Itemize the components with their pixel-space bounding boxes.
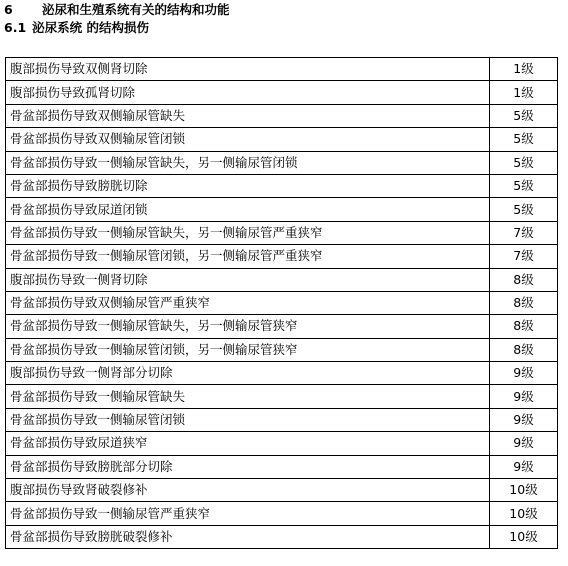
disability-grade-cell: 9级 — [490, 385, 558, 408]
table-row — [6, 315, 558, 338]
disability-grade-cell: 5级 — [490, 174, 558, 197]
injury-description-cell: 骨盆部损伤导致膀胱部分切除 — [6, 455, 490, 478]
section-heading — [4, 2, 230, 17]
injury-description-cell: 骨盆部损伤导致双侧输尿管缺失 — [6, 104, 490, 127]
injury-description-cell: 腹部损伤导致一侧肾部分切除 — [6, 362, 490, 385]
disability-grade-cell: 9级 — [490, 455, 558, 478]
disability-grade-cell: 7级 — [490, 245, 558, 268]
table-row — [6, 455, 558, 478]
subsection-title: 泌尿系统 的结构损伤 — [32, 20, 150, 35]
disability-grade-cell: 5级 — [490, 151, 558, 174]
disability-grade-cell: 10级 — [490, 502, 558, 525]
subsection-heading — [4, 20, 149, 35]
injury-description-cell: 骨盆部损伤导致一侧输尿管缺失，另一侧输尿管狭窄 — [6, 315, 490, 338]
table-row — [6, 221, 558, 244]
table-row — [6, 245, 558, 268]
injury-description-cell: 骨盆部损伤导致一侧输尿管闭锁 — [6, 408, 490, 431]
table-row — [6, 408, 558, 431]
injury-description-cell: 腹部损伤导致双侧肾切除 — [6, 58, 490, 81]
table-row — [6, 198, 558, 221]
table-row — [6, 268, 558, 291]
subsection-number: 6.1 — [4, 20, 27, 35]
injury-description-cell: 骨盆部损伤导致双侧输尿管闭锁 — [6, 128, 490, 151]
table-row — [6, 502, 558, 525]
table-body — [6, 58, 558, 549]
table-row — [6, 81, 558, 104]
injury-description-cell: 骨盆部损伤导致一侧输尿管闭锁，另一侧输尿管严重狭窄 — [6, 245, 490, 268]
disability-grade-cell: 9级 — [490, 432, 558, 455]
injury-description-cell: 骨盆部损伤导致一侧输尿管缺失 — [6, 385, 490, 408]
injury-description-cell: 骨盆部损伤导致尿道狭窄 — [6, 432, 490, 455]
injury-description-cell: 骨盆部损伤导致一侧输尿管缺失，另一侧输尿管严重狭窄 — [6, 221, 490, 244]
disability-grade-cell: 7级 — [490, 221, 558, 244]
table-row — [6, 151, 558, 174]
disability-grade-cell: 10级 — [490, 479, 558, 502]
injury-description-cell: 骨盆部损伤导致膀胱破裂修补 — [6, 525, 490, 548]
disability-grade-cell: 1级 — [490, 81, 558, 104]
injury-description-cell: 腹部损伤导致肾破裂修补 — [6, 479, 490, 502]
injury-description-cell: 骨盆部损伤导致双侧输尿管严重狭窄 — [6, 291, 490, 314]
disability-grade-cell: 8级 — [490, 291, 558, 314]
disability-grade-cell: 8级 — [490, 315, 558, 338]
table-row — [6, 385, 558, 408]
table-row — [6, 104, 558, 127]
injury-description-cell: 骨盆部损伤导致尿道闭锁 — [6, 198, 490, 221]
table-row — [6, 525, 558, 548]
table-row — [6, 338, 558, 361]
table-row — [6, 58, 558, 81]
disability-grade-cell: 5级 — [490, 198, 558, 221]
injury-description-cell: 骨盆部损伤导致一侧输尿管严重狭窄 — [6, 502, 490, 525]
disability-grade-cell: 5级 — [490, 104, 558, 127]
section-title: 泌尿和生殖系统有关的结构和功能 — [42, 2, 230, 17]
disability-grade-cell: 8级 — [490, 268, 558, 291]
table-row — [6, 362, 558, 385]
section-number: 6 — [4, 2, 13, 17]
injury-description-cell: 腹部损伤导致孤肾切除 — [6, 81, 490, 104]
injury-description-cell: 腹部损伤导致一侧肾切除 — [6, 268, 490, 291]
disability-grade-cell: 5级 — [490, 128, 558, 151]
disability-grade-cell: 9级 — [490, 362, 558, 385]
table-row — [6, 479, 558, 502]
injury-description-cell: 骨盆部损伤导致膀胱切除 — [6, 174, 490, 197]
disability-grade-cell: 1级 — [490, 58, 558, 81]
injury-description-cell: 骨盆部损伤导致一侧输尿管缺失，另一侧输尿管闭锁 — [6, 151, 490, 174]
disability-grade-cell: 8级 — [490, 338, 558, 361]
table-row — [6, 174, 558, 197]
disability-grade-cell: 9级 — [490, 408, 558, 431]
table-row — [6, 128, 558, 151]
injury-description-cell: 骨盆部损伤导致一侧输尿管闭锁，另一侧输尿管狭窄 — [6, 338, 490, 361]
injury-grade-table — [5, 57, 558, 549]
table-row — [6, 432, 558, 455]
disability-grade-cell: 10级 — [490, 525, 558, 548]
table-row — [6, 291, 558, 314]
